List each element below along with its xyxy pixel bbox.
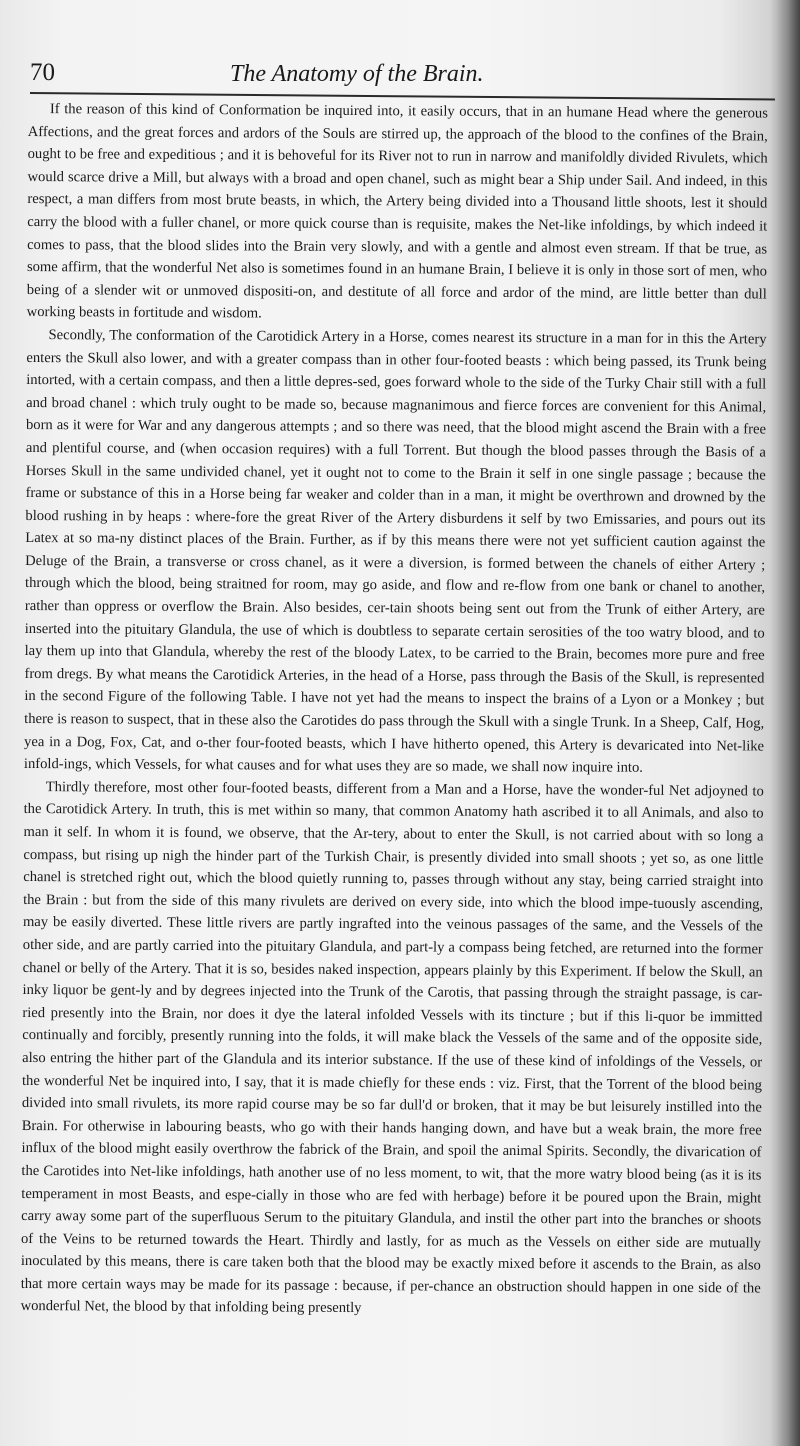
paragraph-2: Secondly, The conformation of the Carotidick Artery in a Horse, comes nearest its structure in a man for in this the Artery enters the Skull also lower, and with a greater compass than in other four-footed beasts : which being passed, its Trunk being intorted, with a certain compass, and then a little depres-sed, goes forward whole to the side of the Turky Chair still with a full and broad chanel : which truly ought to be made so, because magnanimous and fierce forces are convenient for this Animal, born as it were for War and any dangerous attempts ; and so there was need, that the blood might ascend the Brain with a free and plentiful course, and (when occasion requires) with a full Torrent. But though the blood passes through the Basis of a Horses Skull in the same undivided chanel, yet it ought not to come to the Brain it self in one single passage ; because the frame or substance of this in a Horse being far weaker and colder than in a man, it might be overthrown and drowned by the blood rushing in by heaps : where-fore the great River of the Artery disburdens it self by two Emissaries, and pours out its Latex at so ma-ny distinct places of the Brain. Further, as if by this means there were not yet sufficient caution against the Deluge of the Brain, a transverse or cross chanel, as it were a diversion, is formed between the chanels of either Artery ; through which the blood, being straitned for room, may go aside, and flow and re-flow from one bank or chanel to another, rather than oppress or overflow the Brain. Also besides, cer-tain shoots being sent out from the Trunk of either Artery, are inserted into the pituitary Glandula, the use of which is doubtless to separate certain serosities of the too watry blood, and to lay them up into that Glandula, whereby the rest of the bloody Latex, to be carried to the Brain, becomes more pure and free from dregs. By what means the Carotidick Arteries, in the head of a Horse, pass through the Basis of the Skull, is represented in the second Figure of the following Table. I have not yet had the means to inspect the brains of a Lyon or a Monkey ; but there is reason to suspect, that in these also the Carotides do pass through the Skull with a single Trunk. In a Sheep, Calf, Hog, yea in a Dog, Fox, Cat, and o-ther four-footed beasts, which I have hitherto opened, this Artery is devaricated into Net-like infold-ings, which Vessels, for what causes and for what uses they are so made, we shall now inquire into. [23, 327, 767, 776]
paragraph-1: If the reason of this kind of Conformation be inquired into, it easily occurs, that in an humane Head where the generous Affections, and the great forces and ardors of the Souls are stirred up, the approach of the blood to the confines of the Brain, ought to be free and expeditious ; and it is behoveful for its River not to run in narrow and manifoldly divided Rivulets, which would scarce drive a Mill, but always with a broad and open chanel, such as might bear a Ship under Sail. And indeed, in this respect, a man differs from most brute beasts, in which, the Artery being divided into a Thousand little shoots, lest it should carry the blood with a fuller chanel, or more quick course than is requisite, makes the Net-like infoldings, by which indeed it comes to pass, that the blood slides into the Brain very slowly, and with a gentle and almost even stream. If that be true, as some affirm, that the wonderful Net also is sometimes found in an humane Brain, I believe it is only in those sort of men, who being of a slender wit or unmoved dispositi-on, and destitute of all force and ardor of the mind, are little better than dull working beasts in fortitude and wisdom. [26, 101, 768, 322]
page-header [30, 58, 770, 90]
page-edge-shadow [770, 0, 800, 1446]
body-text [21, 98, 768, 1323]
running-title: The Anatomy of the Brain. [230, 61, 484, 87]
page-number: 70 [30, 59, 55, 86]
paragraph-3: Thirdly therefore, most other four-footed beasts, different from a Man and a Horse, have the wonder-ful Net adjoyned to the Carotidick Artery. In truth, this is met within so many, that common Anatomy hath ascribed it to all Animals, and also to man it self. In whom it is found, we observe, that the Ar-tery, about to enter the Skull, is not carried about with so long a compass, but rising up nigh the hinder part of the Turkish Chair, is presently divided into small shoots ; yet so, as one little chanel is stretched right out, which the blood quietly running to, passes through without any stay, being carried straight into the Brain : but from the side of this many rivulets are derived on every side, into which the blood impe-tuously ascending, may be easily diverted. These little rivers are partly ingrafted into the veinous passages of the same, and the Vessels of the other side, and are partly carried into the pituitary Glandula, and part-ly a compass being fetched, are returned into the former chanel or belly of the Artery. That it is so, besides naked inspection, appears plainly by this Experiment. If below the Skull, an inky liquor be gent-ly and by degrees injected into the Trunk of the Carotis, that passing through the straight passage, is car-ried presently into the Brain, nor does it dye the lateral infolded Vessels with its tincture ; but if this li-quor be immitted continually and forcibly, presently running into the folds, it will make black the Vessels of the same and of the opposite side, also entring the hither part of the Glandula and its interior substance. If the use of these kind of infoldings of the Vessels, or the wonderful Net be inquired into, I say, that it is made chiefly for these ends : viz. First, that the Torrent of the blood being divided into small rivulets, its more rapid course may be so far dull'd or broken, that it may be but leisurely instilled into the Brain. For otherwise in labouring beasts, who go with their hands hanging down, and have but a weak brain, the more free influx of the blood might easily overthrow the fabrick of the Brain, and spoil the animal Spirits. Secondly, the divarication of the Carotides into Net-like infoldings, hath another use of no less moment, to wit, that the more watry blood being (as it is its temperament in most Beasts, and espe-cially in those who are fed with herbage) before it be poured upon the Brain, might carry away some part of the superfluous Serum to the pituitary Glandula, and instil the other part into the branches or shoots of the Veins to be returned towards the Heart. Thirdly and lastly, for as much as the Vessels on either side are mutually inoculated by this means, there is care taken both that the blood may be exactly mixed before it ascends to the Brain, as also that more certain ways may be made for its passage : because, if per-chance an obstruction should happen in one side of the wonderful Net, the blood by that infolding being presently [20, 778, 764, 1317]
